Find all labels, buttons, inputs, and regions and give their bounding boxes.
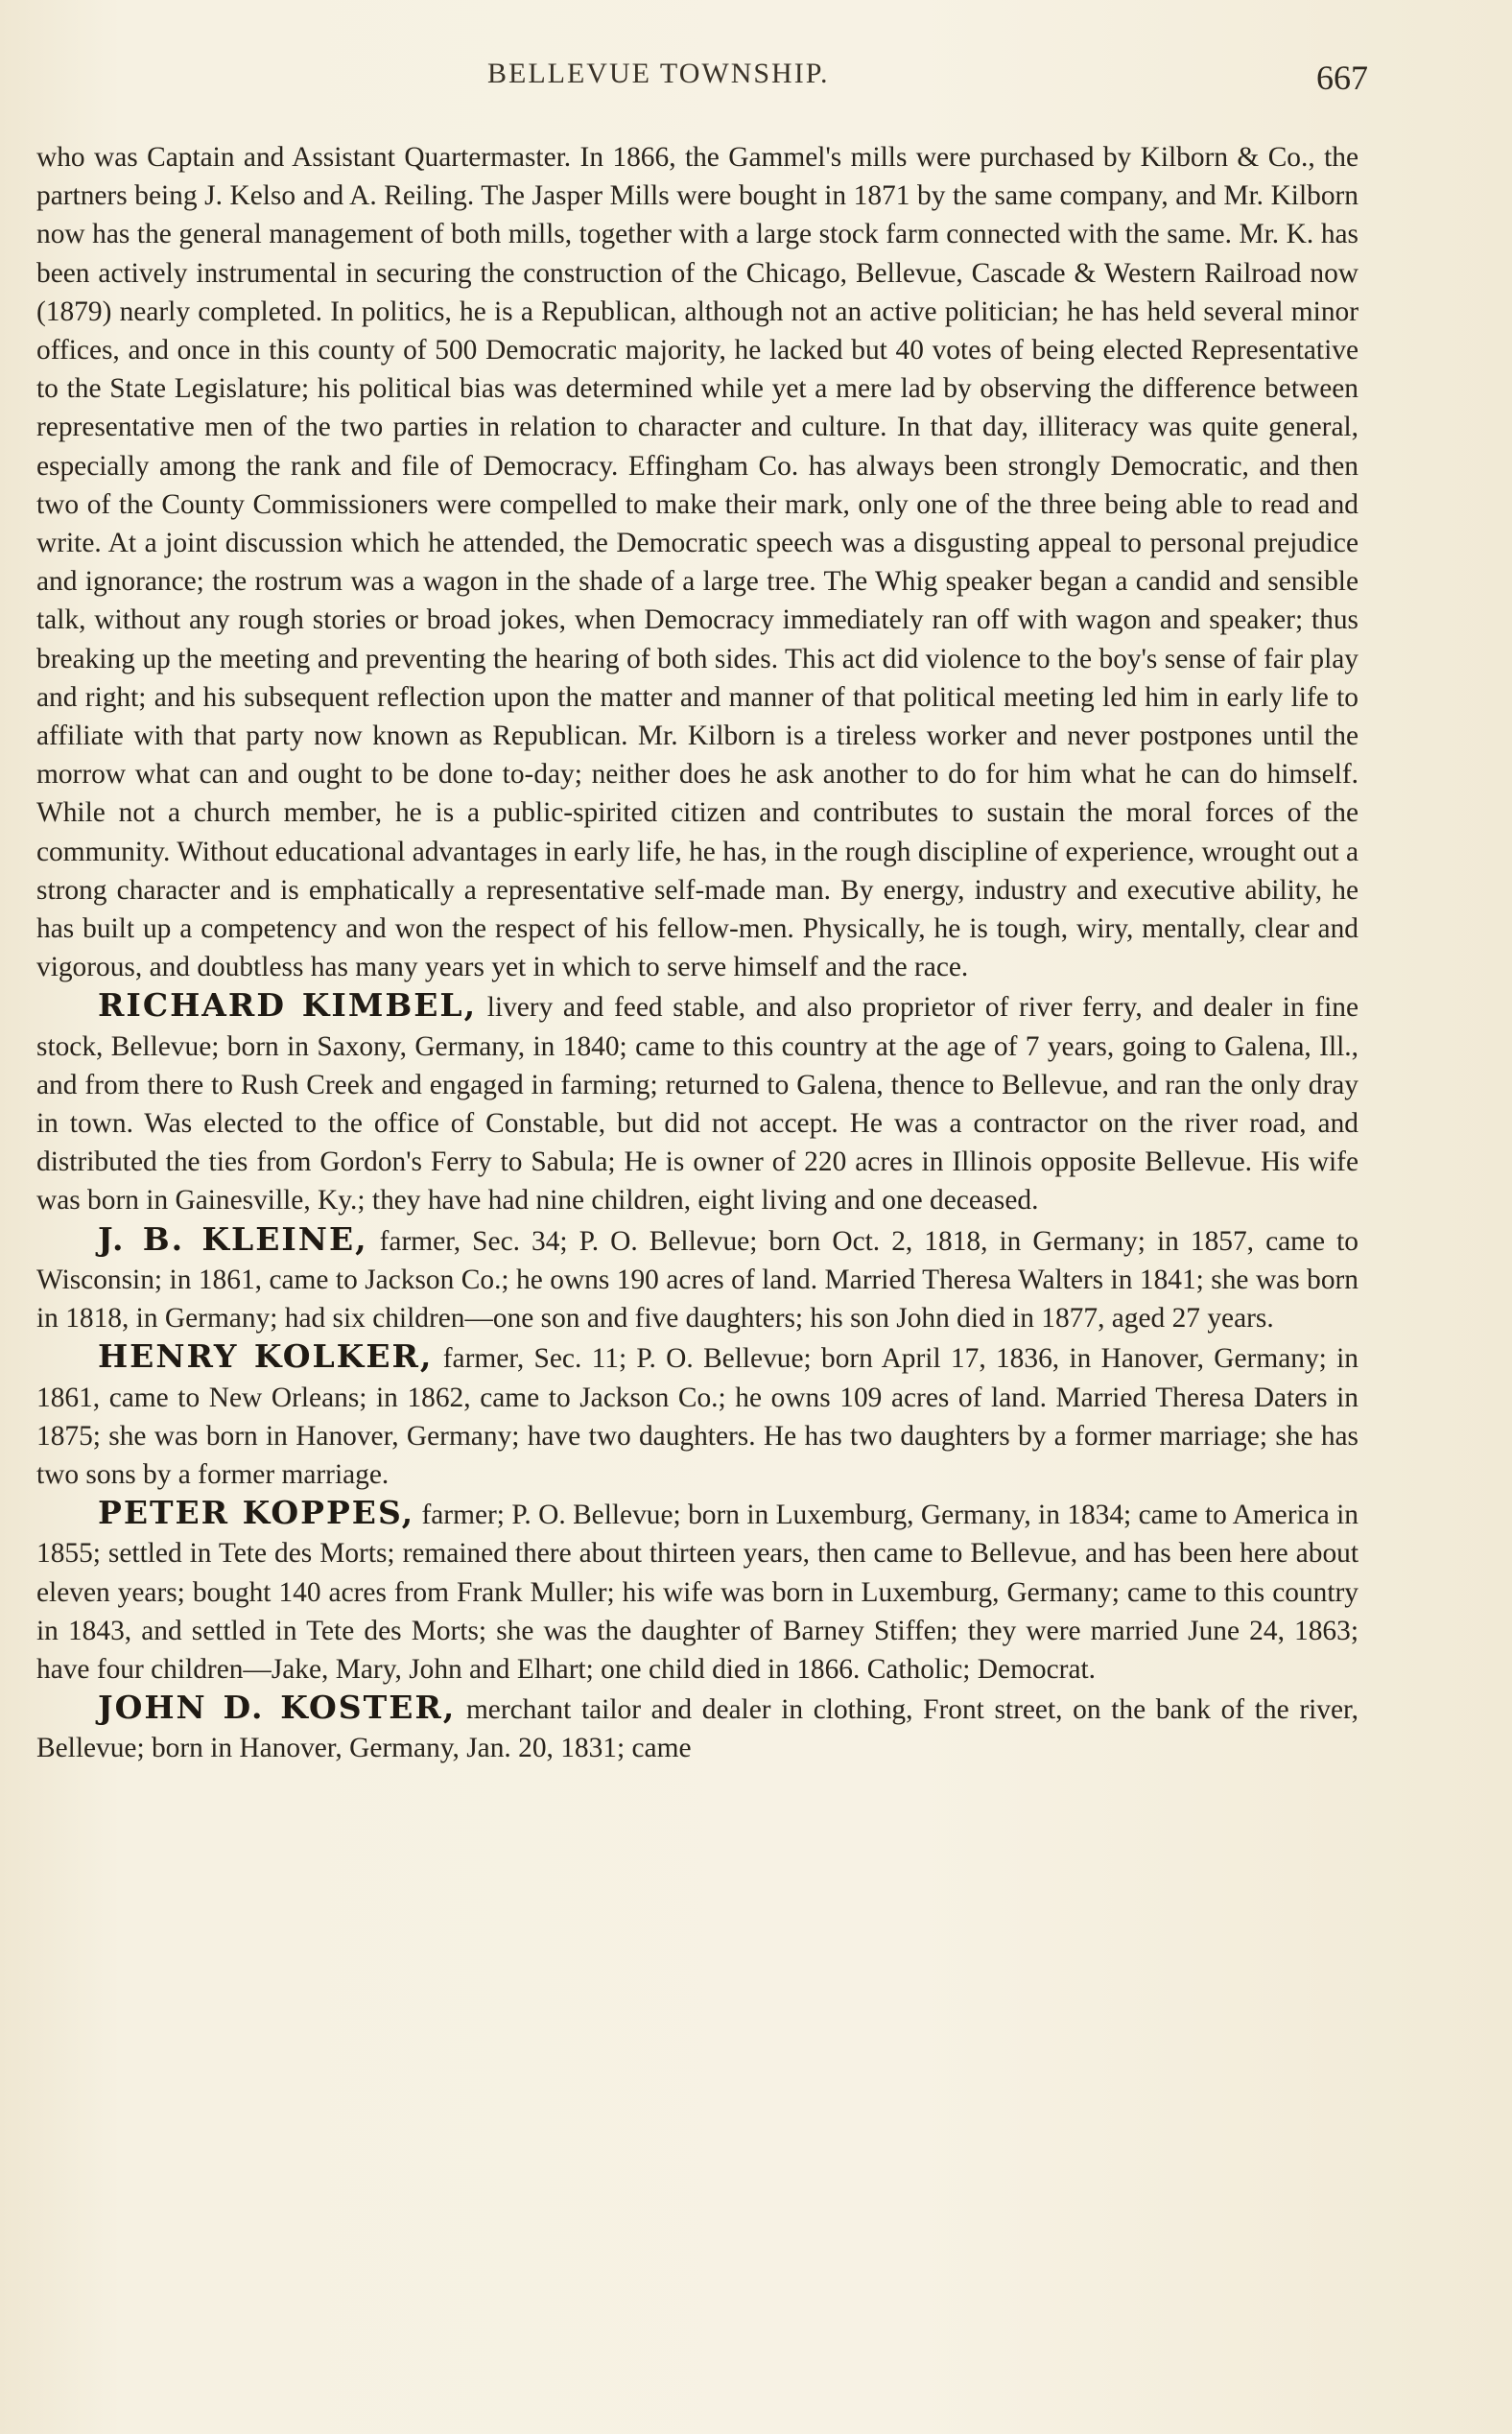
running-head: BELLEVUE TOWNSHIP. [487, 58, 830, 89]
biography-entry [36, 1494, 1358, 1689]
page-header [36, 58, 1368, 115]
biography-entry [36, 1689, 1358, 1767]
entry-text: farmer, Sec. 34; P. O. Bellevue; born Oct. 2, 1818, in Germany; in 1857, came to Wisconsin; in 1861, came to Jackson Co.; he owns 190 acres of land. Married Theresa Walters in 1841; she was born in 1818, in Germany; had six children—one son and five daughters; his son John died in 1877, aged 27 years. [36, 1225, 1358, 1335]
paragraph-continuation [36, 138, 1358, 986]
entry-name: JOHN D. KOSTER, [98, 1689, 457, 1727]
entry-name: RICHARD KIMBEL, [98, 986, 478, 1025]
body-text [36, 138, 1358, 1768]
entry-name: HENRY KOLKER, [98, 1337, 434, 1376]
entry-text: farmer, Sec. 11; P. O. Bellevue; born April 17, 1836, in Hanover, Germany; in 1861, came to New Orleans; in 1862, came to Jackson Co.; he owns 109 acres of land. Married Theresa Daters in 1875; she was born in Hanover, Germany; have two daughters. He has two daughters by a former marriage; she has two sons by a former marriage. [36, 1343, 1358, 1490]
entry-text: farmer; P. O. Bellevue; born in Luxemburg, Germany, in 1834; came to America in 1855; settled in Tete des Morts; remained there about thirteen years, then came to Bellevue, and has been here about eleven years; bought 140 acres from Frank Muller; his wife was born in Luxemburg, Germany; came to this country in 1843, and settled in Tete des Morts; she was the daughter of Barney Stiffen; they were married June 24, 1863; have four children—Jake, Mary, John and Elhart; one child died in 1866. Catholic; Democrat. [36, 1500, 1358, 1685]
biography-entry [36, 1220, 1358, 1338]
biography-entry [36, 1337, 1358, 1494]
entry-text: livery and feed stable, and also proprietor of river ferry, and dealer in fine stock, Bellevue; born in Saxony, Germany, in 1840; came to this country at the age of 7 years, going to Galena, Ill., and from there to Rush Creek and engaged in farming; returned to Galena, thence to Bellevue, and ran the only dray in town. Was elected to the office of Constable, but did not accept. He was a contractor on the river road, and distributed the ties from Gordon's Ferry to Sabula; He is owner of 220 acres in Illinois opposite Bellevue. His wife was born in Gainesville, Ky.; they have had nine children, eight living and one deceased. [36, 992, 1358, 1217]
paragraph-text: who was Captain and Assistant Quartermaster. In 1866, the Gammel's mills were purchased by Kilborn & Co., the partners being J. Kelso and A. Reiling. The Jasper Mills were bought in 1871 by the same company, and Mr. Kilborn now has the general management of both mills, together with a large stock farm connected with the same. Mr. K. has been actively instrumental in securing the construction of the Chicago, Bellevue, Cascade & Western Railroad now (1879) nearly completed. In politics, he is a Republican, although not an active politician; he has held several minor offices, and once in this county of 500 Democratic majority, he lacked but 40 votes of being elected Representative to the State Legislature; his political bias was determined while yet a mere lad by observing the difference between representative men of the two parties in relation to character and culture. In that day, illiteracy was quite general, especially among the rank and file of Democracy. Effingham Co. has always been strongly Democratic, and then two of the County Commissioners were compelled to make their mark, only one of the three being able to read and write. At a joint discussion which he attended, the Democratic speech was a disgusting appeal to personal prejudice and ignorance; the rostrum was a wagon in the shade of a large tree. The Whig speaker began a candid and sensible talk, without any rough stories or broad jokes, when Democracy immediately ran off with wagon and speaker; thus breaking up the meeting and preventing the hearing of both sides. This act did violence to the boy's sense of fair play and right; and his subsequent reflection upon the matter and manner of that political meeting led him in early life to affiliate with that party now known as Republican. Mr. Kilborn is a tireless worker and never postpones until the morrow what can and ought to be done to-day; neither does he ask another to do for him what he can do himself. While not a church member, he is a public-spirited citizen and contributes to sustain the moral forces of the community. Without educational advantages in early life, he has, in the rough discipline of experience, wrought out a strong character and is emphatically a representative self-made man. By energy, industry and executive ability, he has built up a competency and won the respect of his fellow-men. Physically, he is tough, wiry, mentally, clear and vigorous, and doubtless has many years yet in which to serve himself and the race. [36, 142, 1358, 983]
page-number: 667 [1316, 59, 1368, 97]
entry-name: J. B. KLEINE, [98, 1219, 368, 1258]
entry-text: merchant tailor and dealer in clothing, Front street, on the bank of the river, Bellevue; born in Hanover, Germany, Jan. 20, 1831; came [36, 1694, 1358, 1764]
entry-name: PETER KOPPES, [98, 1494, 415, 1532]
biography-entry [36, 986, 1358, 1219]
